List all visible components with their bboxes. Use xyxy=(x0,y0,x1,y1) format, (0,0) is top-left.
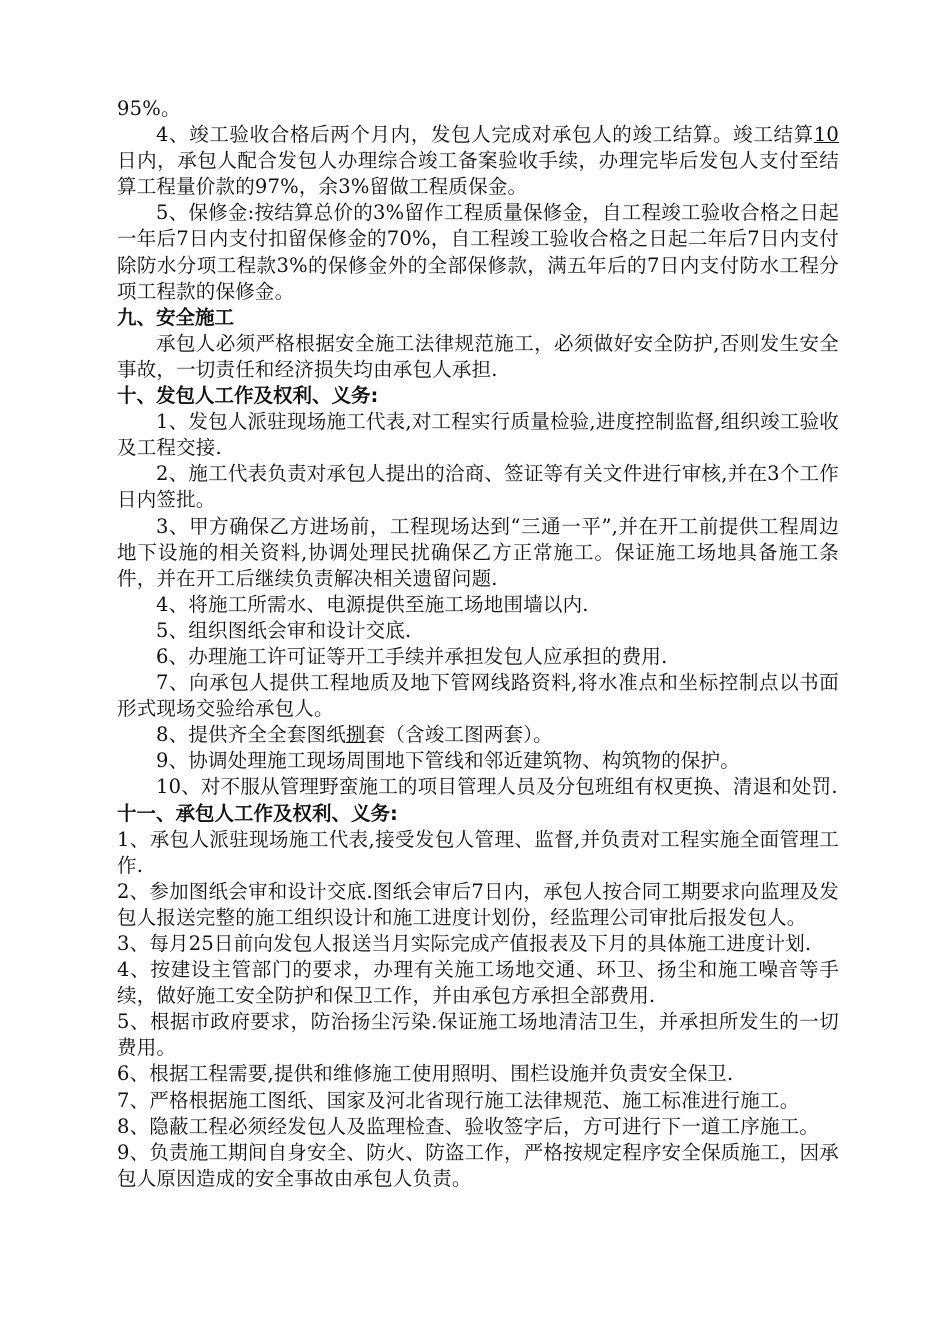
settlement-text-b: 日内，承包人配合发包人办理综合竣工备案验收手续，办理完毕后发包人支付至结算工程量价款的97%，余3%留做工程质保金。 xyxy=(117,149,839,199)
contractor-item-5: 5、根据市政府要求，防治扬尘污染.保证施工场地清洁卫生，并承担所发生的一切费用。 xyxy=(117,1010,839,1060)
contractor-item-3: 3、每月25日前向发包人报送当月实际完成产值报表及下月的具体施工进度计划. xyxy=(117,932,812,955)
contractor-item-6: 6、根据工程需要,提供和维修施工使用照明、围栏设施并负责安全保卫. xyxy=(117,1062,734,1086)
employer-item-4: 4、将施工所需水、电源提供至施工场地围墙以内. xyxy=(156,592,589,616)
employer-item-1: 1、发包人派驻现场施工代表,对工程实行质量检验,进度控制监督,组织竣工验收及工程交接. xyxy=(117,410,839,460)
section-heading-11: 十一、承包人工作及权利、义务: xyxy=(117,801,398,825)
document-body xyxy=(117,96,839,1192)
employer-item-7: 7、向承包人提供工程地质及地下管网线路资料,将水准点和坐标控制点以书面形式现场交验给承包人。 xyxy=(117,671,839,721)
employer-item-6: 6、办理施工许可证等开工手续并承担发包人应承担的费用. xyxy=(156,644,668,668)
paragraph-safety: 承包人必须严格根据安全施工法律规范施工，必须做好安全防护,否则发生安全事故，一切责任和经济损失均由承包人承担. xyxy=(117,331,839,381)
contractor-item-9: 9、负责施工期间自身安全、防火、防盗工作，严格按规定程序安全保质施工，因承包人原因造成的安全事故由承包人负责。 xyxy=(117,1140,839,1190)
paragraph-settlement xyxy=(117,122,839,200)
paragraph-warranty: 5、保修金:按结算总价的3%留作工程质量保修金，自工程竣工验收合格之日起一年后7日内支付扣留保修金的70%，自工程竣工验收合格之日起二年后7日内支付除防水分项工程款3%的保修金外的全部保修款，满五年后的7日内支付防水工程分项工程款的保修金。 xyxy=(117,201,839,303)
employer-item-5: 5、组织图纸会审和设计交底. xyxy=(156,618,412,642)
employer-item-10: 10、对不服从管理野蛮施工的项目管理人员及分包班组有权更换、清退和处罚. xyxy=(156,775,838,799)
contractor-item-1: 1、承包人派驻现场施工代表,接受发包人管理、监督,并负责对工程实施全面管理工作. xyxy=(117,827,839,877)
contractor-item-2: 2、参加图纸会审和设计交底.图纸会审后7日内，承包人按合同工期要求向监理及发包人报送完整的施工组织设计和施工进度计划份，经监理公司审批后报发包人。 xyxy=(117,879,839,929)
drawings-text-a: 8、提供齐全全套图纸 xyxy=(156,723,346,747)
drawings-count: 捌 xyxy=(345,723,366,747)
section-heading-10: 十、发包人工作及权利、义务: xyxy=(117,384,379,408)
paragraph-continuation: 95%。 xyxy=(117,97,181,120)
section-heading-9: 九、安全施工 xyxy=(117,305,235,329)
contractor-item-4: 4、按建设主管部门的要求，办理有关施工场地交通、环卫、扬尘和施工噪音等手续，做好施工安全防护和保卫工作，并由承包方承担全部费用. xyxy=(117,958,839,1008)
settlement-text-a: 4、竣工验收合格后两个月内，发包人完成对承包人的竣工结算。竣工结算 xyxy=(156,123,814,147)
contractor-item-8: 8、隐蔽工程必须经发包人及监理检查、验收签字后，方可进行下一道工序施工。 xyxy=(117,1114,820,1138)
employer-item-8 xyxy=(117,722,839,748)
drawings-text-b: 套（含竣工图两套）。 xyxy=(365,723,553,747)
employer-item-2: 2、施工代表负责对承包人提出的洽商、签证等有关文件进行审核,并在3个工作日内签批。 xyxy=(117,462,839,512)
contractor-item-7: 7、严格根据施工图纸、国家及河北省现行施工法律规范、施工标准进行施工。 xyxy=(117,1088,800,1112)
employer-item-9: 9、协调处理施工现场周围地下管线和邻近建筑物、构筑物的保护。 xyxy=(156,749,740,773)
employer-item-3: 3、甲方确保乙方进场前，工程现场达到“三通一平”,并在开工前提供工程周边地下设施的相关资料,协调处理民扰确保乙方正常施工。保证施工场地具备施工条件，并在开工后继续负责解决相关遗留问题. xyxy=(117,514,839,590)
settlement-days: 10 xyxy=(813,123,839,147)
